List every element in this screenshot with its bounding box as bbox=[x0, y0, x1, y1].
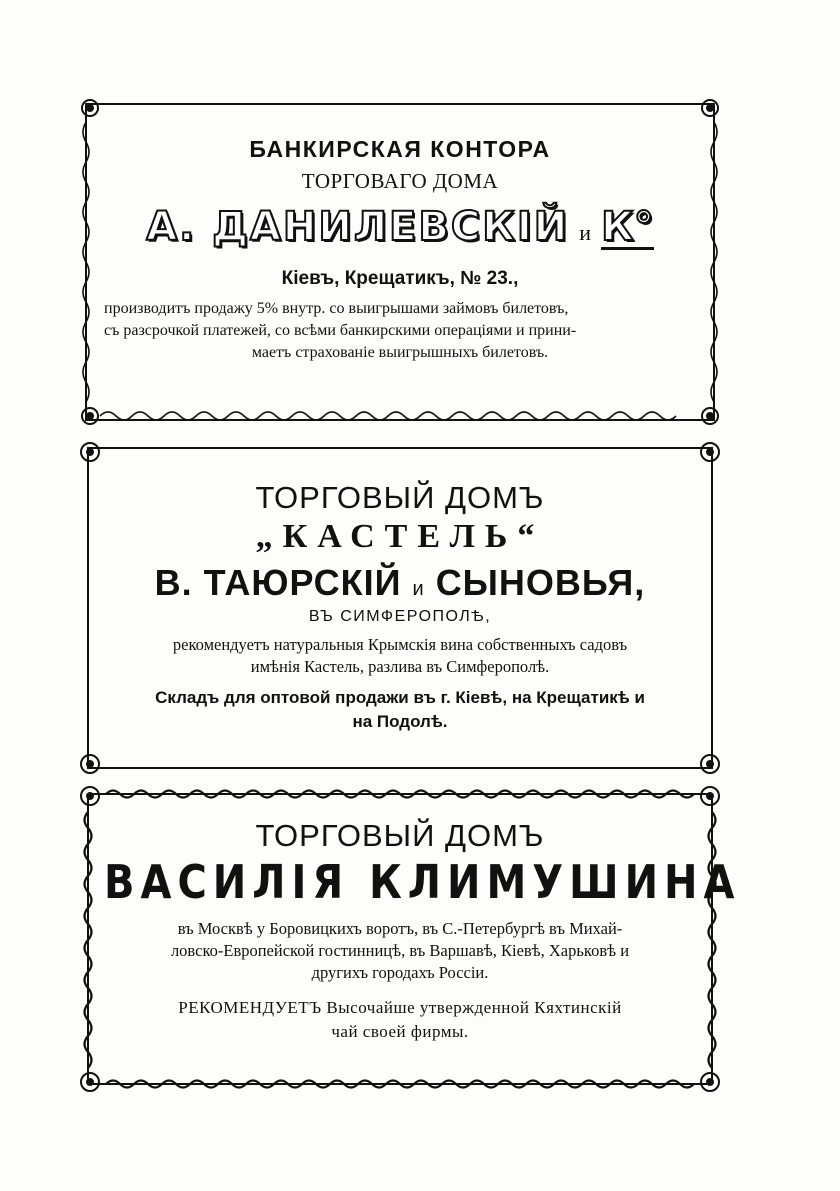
owner-name: В. ТАЮРСКIЙ bbox=[154, 562, 402, 603]
sons: СЫНОВЬЯ, bbox=[435, 562, 646, 603]
locations bbox=[104, 918, 696, 984]
description bbox=[104, 298, 696, 364]
company-suffix: К° bbox=[601, 204, 654, 250]
recommendation-line: чай своей фирмы. bbox=[331, 1022, 469, 1041]
city: ВЪ СИМФЕРОПОЛѢ, bbox=[308, 608, 492, 625]
company-name-block bbox=[104, 204, 696, 250]
description bbox=[104, 634, 696, 678]
recommendation bbox=[104, 996, 696, 1044]
address: Кiевъ, Крещатикъ, № 23., bbox=[281, 268, 519, 289]
advertisement-kastel bbox=[80, 440, 720, 776]
recommendation-line: РЕКОМЕНДУЕТЪ Высочайше утвержденной Кяхтинскiй bbox=[178, 998, 622, 1017]
heading-trading-house: ТОРГОВАГО ДОМА bbox=[301, 169, 499, 193]
warehouse-line: на Подолѣ. bbox=[352, 712, 448, 731]
description-line: рекомендуетъ натуральныя Крымскiя вина собственныхъ садовъ bbox=[172, 635, 628, 654]
locations-line: ловско-Европейской гостинницѣ, въ Варшавѣ, Кiевѣ, Харьковѣ и bbox=[170, 941, 630, 960]
heading-trading-house: ТОРГОВЫЙ ДОМЪ bbox=[255, 818, 545, 853]
heading-bank-office: БАНКИРСКАЯ КОНТОРА bbox=[249, 136, 551, 162]
heading-trading-house: ТОРГОВЫЙ ДОМЪ bbox=[255, 480, 545, 515]
advertisement-klimushin bbox=[80, 786, 741, 1092]
company-name: ВАСИЛIЯ КЛИМУШИНА bbox=[104, 856, 741, 910]
company-name: А. ДАНИЛЕВСКIЙ bbox=[146, 204, 570, 250]
conjunction: и bbox=[579, 220, 592, 245]
description-line: производитъ продажу 5% внутр. со выигрышами займовъ билетовъ, bbox=[104, 300, 569, 317]
brand-name: „КАСТЕЛЬ“ bbox=[255, 518, 545, 555]
locations-line: другихъ городахъ Россiи. bbox=[311, 963, 489, 982]
warehouse-note bbox=[104, 686, 696, 734]
description-line: имѣнiя Кастель, разлива въ Симферополѣ. bbox=[250, 657, 550, 676]
locations-line: въ Москвѣ у Боровицкихъ воротъ, въ С.-Петербургѣ въ Михай- bbox=[177, 919, 623, 938]
conjunction: и bbox=[412, 578, 425, 600]
owner-line bbox=[104, 562, 696, 604]
warehouse-line: Складъ для оптовой продажи въ г. Кiевѣ, на Крещатикѣ и bbox=[155, 688, 645, 707]
description-line: маетъ страхованiе выигрышныхъ билетовъ. bbox=[251, 344, 549, 361]
description-line: съ разсрочкой платежей, со всѣми банкирскими операцiями и прини- bbox=[104, 322, 577, 339]
advertisement-danilevsky bbox=[80, 98, 720, 426]
